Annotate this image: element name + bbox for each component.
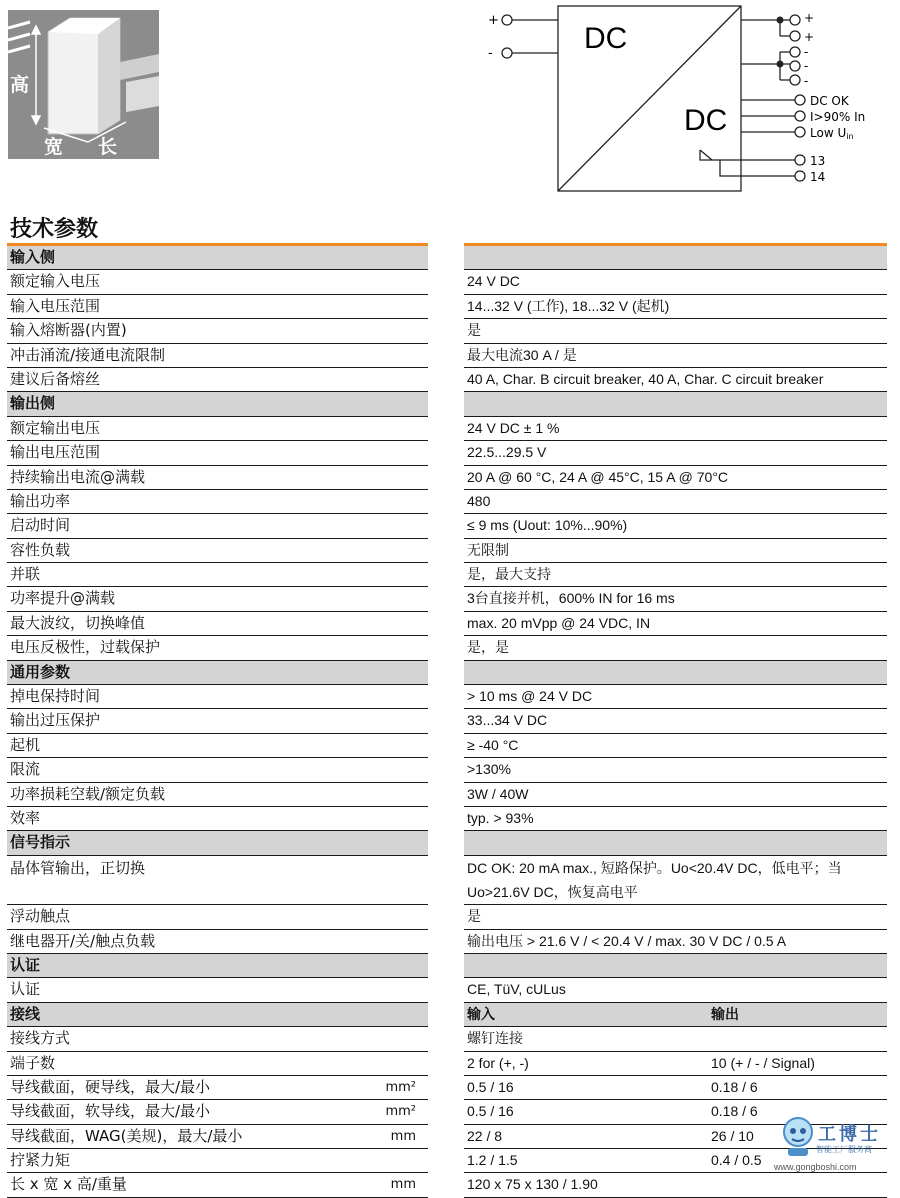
parameter-value: 输出电压 > 21.6 V / < 20.4 V / max. 30 V DC / 0.5 A [467, 932, 787, 949]
parameter-value: 是 [467, 908, 481, 925]
parameter-value-row [464, 612, 887, 636]
parameter-label-row [7, 636, 428, 660]
parameter-label-row [7, 514, 428, 538]
parameter-value: 2 for (+, -) [467, 1054, 529, 1071]
parameter-value-row [464, 344, 887, 368]
parameter-label-row [7, 539, 428, 563]
parameter-label-row [7, 856, 428, 905]
parameter-value-row [464, 930, 887, 954]
section-header-row [464, 246, 887, 270]
parameter-label: 额定输入电压 [10, 272, 101, 291]
parameter-label-row [7, 1076, 428, 1100]
parameter-value: typ. > 93% [467, 809, 534, 826]
height-label: 高 [10, 74, 30, 96]
parameter-value: max. 20 mVpp @ 24 VDC, IN [467, 614, 651, 631]
length-label: 长 [98, 136, 118, 158]
parameter-label-row [7, 1027, 428, 1051]
parameter-value: 33...34 V DC [467, 712, 548, 729]
parameter-value-row [464, 319, 887, 343]
device-drawing [8, 10, 159, 159]
parameter-value-row [464, 1027, 887, 1051]
parameter-label-row [7, 807, 428, 831]
parameter-label: 掉电保持时间 [10, 687, 101, 706]
parameter-value: 480 [467, 492, 491, 509]
parameter-value-row [464, 685, 887, 709]
parameter-label: 导线截面，硬导线，最大/最小 [10, 1077, 211, 1096]
parameter-label-row [7, 612, 428, 636]
parameter-label: 功率提升@满载 [10, 589, 116, 608]
parameter-label-row [7, 1100, 428, 1124]
watermark [774, 1108, 890, 1172]
output-minus-1: - [804, 45, 809, 59]
parameter-value-row [464, 368, 887, 392]
parameter-value: 120 x 75 x 130 / 1.90 [467, 1176, 598, 1193]
parameter-value: 输入 [467, 1005, 495, 1022]
parameter-label-row [7, 563, 428, 587]
parameter-label: 容性负载 [10, 540, 71, 559]
parameter-label: 额定输出电压 [10, 418, 101, 437]
parameter-label: 限流 [10, 760, 41, 779]
parameter-value: 是，是 [467, 639, 509, 656]
parameter-value-output: 0.18 / 6 [711, 1103, 758, 1120]
product-dimension-image [8, 10, 159, 159]
parameter-value-row [464, 587, 887, 611]
parameter-label: 效率 [10, 808, 41, 827]
section-title: 技术参数 [10, 217, 99, 242]
parameter-label: 输出过压保护 [10, 711, 101, 730]
parameter-value-row [464, 758, 887, 782]
parameter-label: 端子数 [10, 1053, 56, 1072]
output-minus-2: - [804, 59, 809, 73]
parameter-value-row [464, 466, 887, 490]
parameter-label: 冲击涌流/接通电流限制 [10, 345, 166, 364]
parameter-label-row [7, 1052, 428, 1076]
parameter-label-row [7, 1149, 428, 1173]
parameter-value-row [464, 441, 887, 465]
parameter-value-row [464, 856, 887, 905]
parameter-value-row [464, 490, 887, 514]
contact-14-label: 14 [810, 170, 826, 184]
parameter-value: 最大电流30 A / 是 [467, 346, 577, 363]
section-header-row [464, 1003, 887, 1027]
parameter-label-row [7, 270, 428, 294]
parameter-value-row [464, 978, 887, 1002]
parameter-label: 输出侧 [10, 394, 56, 413]
parameter-value: 螺钉连接 [467, 1030, 523, 1047]
width-label: 宽 [44, 136, 64, 158]
parameter-value: 20 A @ 60 °C, 24 A @ 45°C, 15 A @ 70°C [467, 468, 729, 485]
parameter-label: 输入熔断器(内置) [10, 321, 127, 340]
parameter-label: 接线 [10, 1004, 41, 1023]
parameter-label: 接线方式 [10, 1029, 71, 1048]
parameter-label: 浮动触点 [10, 907, 71, 926]
parameter-label-row [7, 368, 428, 392]
parameter-value: CE, TüV, cULus [467, 981, 566, 998]
section-header-row [7, 1003, 428, 1027]
section-header-row [7, 392, 428, 416]
parameter-label: 持续输出电流@满载 [10, 467, 146, 486]
parameter-value-output: 26 / 10 [711, 1127, 754, 1144]
parameter-label: 建议后备熔丝 [10, 369, 101, 388]
current-signal-label: I>90% In [810, 110, 866, 124]
parameter-label: 晶体管输出，正切换 [10, 858, 146, 877]
section-header-row [7, 246, 428, 270]
section-header-row [7, 831, 428, 855]
input-plus-label: + [488, 13, 499, 28]
parameter-value: 22.5...29.5 V [467, 444, 547, 461]
parameter-value: 22 / 8 [467, 1127, 503, 1144]
parameter-value-output: 0.4 / 0.5 [711, 1152, 762, 1169]
parameter-value-row [464, 1052, 887, 1076]
parameter-label-row [7, 344, 428, 368]
parameter-value-output: 10 (+ / - / Signal) [711, 1054, 815, 1071]
parameter-value: 无限制 [467, 541, 509, 558]
unit-label: mm [390, 1177, 416, 1193]
low-u-label: Low Uin [810, 126, 854, 141]
parameter-value-row [464, 1173, 887, 1197]
dc-dc-circuit-diagram [470, 0, 900, 200]
parameter-value-row [464, 709, 887, 733]
parameter-value: 24 V DC [467, 273, 520, 290]
parameter-label-row [7, 319, 428, 343]
parameter-value: ≤ 9 ms (Uout: 10%...90%) [467, 517, 628, 534]
parameter-value: DC OK: 20 mA max., 短路保护。Uo<20.4V DC，低电平；当Uo>21.6V DC，恢复高电平 [467, 859, 842, 900]
section-header-row [464, 954, 887, 978]
parameter-label: 功率损耗空载/额定负载 [10, 784, 166, 803]
unit-label: mm² [385, 1104, 416, 1120]
section-header-row [7, 954, 428, 978]
parameter-value: 0.5 / 16 [467, 1103, 514, 1120]
parameter-label: 拧紧力矩 [10, 1151, 71, 1170]
input-minus-label: - [488, 46, 493, 61]
parameter-label-row [7, 978, 428, 1002]
watermark-url: www.gongboshi.com [774, 1162, 857, 1172]
parameter-label-row [7, 783, 428, 807]
parameter-value: 3W / 40W [467, 785, 529, 802]
parameter-value-row [464, 783, 887, 807]
output-plus-2: + [804, 30, 815, 44]
dc-output-label: DC [684, 104, 728, 137]
parameter-value-row [464, 563, 887, 587]
parameter-label-row [7, 685, 428, 709]
parameter-value: ≥ -40 °C [467, 736, 519, 753]
parameter-label-row [7, 1173, 428, 1197]
parameter-label: 长 x 宽 x 高/重量 [10, 1175, 127, 1194]
section-header-row [464, 392, 887, 416]
parameter-value-row [464, 295, 887, 319]
parameter-value-output: 0.18 / 6 [711, 1078, 758, 1095]
unit-label: mm² [385, 1079, 416, 1095]
parameter-value-row [464, 636, 887, 660]
parameter-label: 电压反极性，过载保护 [10, 638, 161, 657]
parameter-label: 起机 [10, 735, 41, 754]
output-plus-1: + [804, 11, 815, 25]
parameter-value: 40 A, Char. B circuit breaker, 40 A, Char. C circuit breaker [467, 370, 824, 387]
parameter-value: 是 [467, 322, 481, 339]
robot-mascot-icon [780, 1112, 816, 1158]
unit-label: mm [390, 1128, 416, 1144]
parameter-value: 14...32 V (工作), 18...32 V (起机) [467, 297, 670, 314]
parameter-label: 输入电压范围 [10, 296, 101, 315]
parameter-label-row [7, 758, 428, 782]
parameter-label-row [7, 1125, 428, 1149]
parameter-value: 是，最大支持 [467, 566, 551, 583]
parameter-label-row [7, 587, 428, 611]
parameter-label-row [7, 930, 428, 954]
section-header-row [464, 661, 887, 685]
parameter-value: 24 V DC ± 1 % [467, 419, 560, 436]
parameter-label: 导线截面，WAG(美规)，最大/最小 [10, 1126, 243, 1145]
dc-ok-label: DC OK [810, 94, 849, 108]
parameter-label-row [7, 295, 428, 319]
parameter-value: 0.5 / 16 [467, 1078, 514, 1095]
parameter-value-row [464, 539, 887, 563]
parameter-value-column [464, 243, 887, 1198]
parameter-label-row [7, 466, 428, 490]
output-minus-3: - [804, 74, 809, 88]
parameter-value-row [464, 514, 887, 538]
parameter-value-row [464, 807, 887, 831]
parameter-label: 最大波纹，切换峰值 [10, 613, 146, 632]
parameter-value-output: 输出 [711, 1005, 739, 1022]
parameter-label: 启动时间 [10, 516, 71, 535]
parameter-value: > 10 ms @ 24 V DC [467, 688, 593, 705]
parameter-label: 并联 [10, 565, 41, 584]
parameter-value-row [464, 270, 887, 294]
parameter-value: 3台直接并机，600% IN for 16 ms [467, 590, 675, 607]
watermark-tagline: 智能工厂服务商 [816, 1145, 872, 1154]
parameter-label: 认证 [10, 955, 41, 974]
parameter-label: 输出电压范围 [10, 443, 101, 462]
parameter-value: 1.2 / 1.5 [467, 1152, 518, 1169]
parameter-label-column [7, 243, 428, 1198]
parameter-label: 导线截面，软导线，最大/最小 [10, 1102, 211, 1121]
parameter-label: 信号指示 [10, 833, 71, 852]
parameter-label: 输入侧 [10, 248, 56, 266]
parameter-label: 输出功率 [10, 491, 71, 510]
contact-13-label: 13 [810, 154, 826, 168]
parameter-label-row [7, 441, 428, 465]
parameter-value-row [464, 905, 887, 929]
parameter-label: 继电器开/关/触点负载 [10, 931, 156, 950]
parameter-value-row [464, 734, 887, 758]
dc-input-label: DC [584, 22, 628, 55]
parameter-label-row [7, 709, 428, 733]
parameter-label-row [7, 417, 428, 441]
parameter-label-row [7, 734, 428, 758]
section-header-row [7, 661, 428, 685]
parameter-label-row [7, 905, 428, 929]
watermark-brand: 工博士 [818, 1124, 881, 1144]
parameter-value-row [464, 1076, 887, 1100]
parameter-value-row [464, 417, 887, 441]
parameter-label-row [7, 490, 428, 514]
parameter-label: 认证 [10, 980, 41, 999]
section-header-row [464, 831, 887, 855]
parameter-value: >130% [467, 761, 511, 778]
parameter-label: 通用参数 [10, 662, 71, 681]
